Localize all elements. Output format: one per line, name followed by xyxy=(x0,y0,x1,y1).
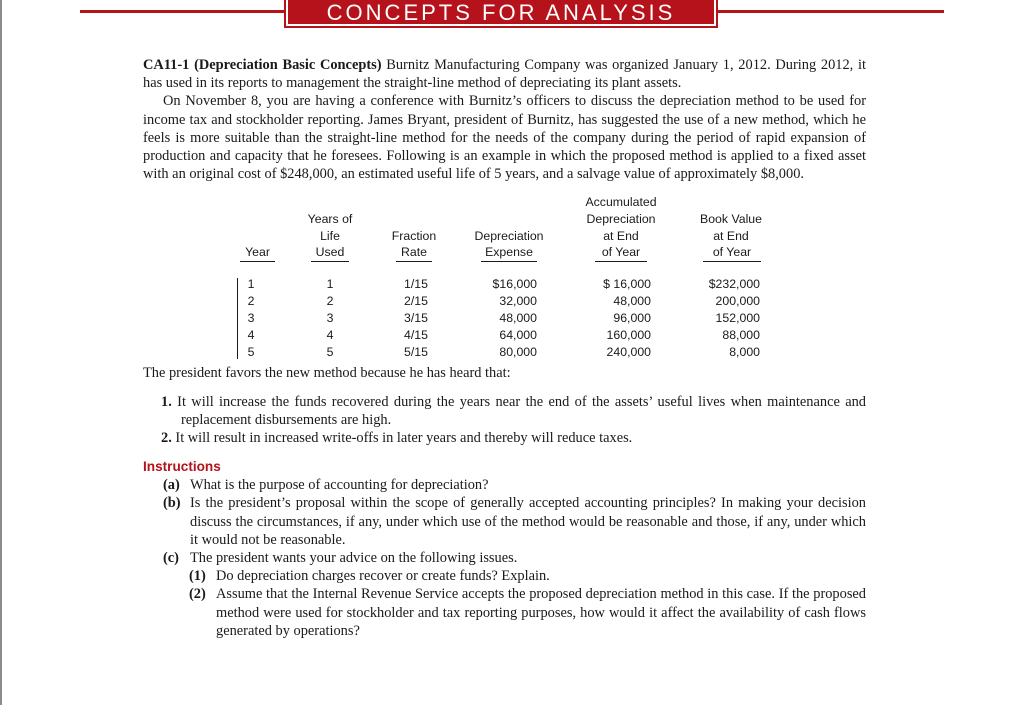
header-expense-line1: Depreciation xyxy=(474,229,544,244)
accumulated-cell: $ 16,000 xyxy=(603,277,651,292)
header-life-line2: Life xyxy=(320,229,340,244)
column-book-value xyxy=(699,276,760,360)
header-accum-line2: Depreciation xyxy=(586,212,656,227)
header-rule-right xyxy=(716,10,944,13)
fraction-cell: 4/15 xyxy=(404,327,428,342)
year-cell: 4 xyxy=(247,327,255,342)
header-year: Year xyxy=(240,244,275,262)
question-text: What is the purpose of accounting for depreciation? xyxy=(190,477,489,494)
column-accumulated-depreciation xyxy=(589,276,651,360)
reason-text: It will result in increased write-offs in later years and thereby will reduce taxes. xyxy=(175,430,633,447)
question-label: (a) xyxy=(163,477,180,494)
question-b xyxy=(143,494,866,549)
president-intro: The president favors the new method because he has heard that: xyxy=(143,365,511,382)
question-text: Is the president’s proposal within the scope of generally accepted accounting principles? In making your decision discuss the circumstances, if any, under which use of the method would be reasonable and those, if any, under which it would not be reasonable. xyxy=(190,495,866,548)
fraction-cell: 5/15 xyxy=(404,344,428,359)
reason-text: It will increase the funds recovered during the years near the end of the assets’ useful lives when maintenance and replacement disbursements are high. xyxy=(177,393,866,428)
expense-cell: 48,000 xyxy=(499,311,537,326)
expense-cell: 32,000 xyxy=(499,294,537,309)
reason-number: 2. xyxy=(161,430,172,447)
fraction-cell: 2/15 xyxy=(404,294,428,309)
book-value-cell: 200,000 xyxy=(715,294,760,309)
fraction-cell: 3/15 xyxy=(404,311,428,326)
accumulated-cell: 48,000 xyxy=(613,294,651,309)
header-life-line3: Used xyxy=(311,244,349,262)
problem-paragraph-2: On November 8, you are having a conference with Burnitz’s officers to discuss the depreciation method to be used for income tax and stockholder reporting. James Bryant, president of Burnitz, has suggested the use of a new method, which he feels is more suitable than the straight-line method for the needs of the company during the period of rapid expansion of production and capacity that he foresees. Following is an example in which the proposed method is applied to a fixed asset with an original cost of $248,000, an estimated useful life of 5 years, and a salvage value of approximately $8,000. xyxy=(143,93,866,183)
fraction-cell: 1/15 xyxy=(404,277,428,292)
problem-title: (Depreciation Basic Concepts) xyxy=(194,57,382,73)
year-cell: 3 xyxy=(247,311,255,326)
column-year xyxy=(236,276,266,360)
section-banner: CONCEPTS FOR ANALYSIS xyxy=(286,0,716,26)
instructions-heading: Instructions xyxy=(143,459,221,475)
header-fraction-line2: Rate xyxy=(396,244,432,262)
life-cell: 5 xyxy=(326,344,334,359)
problem-intro xyxy=(143,56,866,92)
question-label: (c) xyxy=(163,550,179,567)
year-cell: 5 xyxy=(247,344,255,359)
book-value-cell: $232,000 xyxy=(708,277,760,292)
question-label: (1) xyxy=(189,568,206,585)
year-cell: 1 xyxy=(247,277,255,292)
life-cell: 2 xyxy=(326,294,334,309)
question-text: Assume that the Internal Revenue Service accepts the proposed depreciation method in this case. If the proposed method were used for stockholder and tax reporting purposes, how would it affect the availability of cash flows generated by operations? xyxy=(216,586,866,639)
life-cell: 1 xyxy=(326,277,334,292)
accumulated-cell: 96,000 xyxy=(613,311,651,326)
life-cell: 3 xyxy=(326,311,334,326)
accumulated-cell: 240,000 xyxy=(606,344,651,359)
depreciation-table xyxy=(143,195,866,359)
reasons-list xyxy=(143,393,866,448)
expense-cell: $16,000 xyxy=(492,277,537,292)
year-cell: 2 xyxy=(247,294,255,309)
header-life-line1: Years of xyxy=(307,212,353,227)
reason-item xyxy=(143,393,866,429)
question-c2 xyxy=(143,585,866,640)
document-body xyxy=(143,56,866,640)
column-fraction-rate xyxy=(394,276,438,360)
question-c xyxy=(143,549,866,567)
question-text: The president wants your advice on the following issues. xyxy=(190,550,518,567)
expense-cell: 64,000 xyxy=(499,327,537,342)
header-book-line1: Book Value xyxy=(700,212,762,227)
reason-item xyxy=(143,429,866,447)
question-text: Do depreciation charges recover or create funds? Explain. xyxy=(216,568,550,585)
header-accum-line4: of Year xyxy=(595,244,647,262)
book-value-cell: 8,000 xyxy=(729,344,760,359)
question-label: (2) xyxy=(189,586,206,603)
header-expense-line2: Expense xyxy=(481,244,537,262)
page-left-border xyxy=(0,0,2,705)
problem-intro-text: Burnitz Manufacturing Company was organized January 1, 2012. During 2012, it has used in its reports to management the straight-line method of depreciating its plant assets. xyxy=(143,57,866,92)
header-rule-left xyxy=(80,10,286,13)
column-depreciation-expense xyxy=(469,276,537,360)
header-accum-line3: at End xyxy=(603,229,639,244)
column-life-used xyxy=(310,276,350,360)
reason-number: 1. xyxy=(161,393,172,410)
question-label: (b) xyxy=(163,495,181,512)
book-value-cell: 152,000 xyxy=(715,311,760,326)
question-a xyxy=(143,476,866,494)
header-book-line2: at End xyxy=(713,229,749,244)
book-value-cell: 88,000 xyxy=(722,327,760,342)
header-accum-line1: Accumulated xyxy=(585,195,657,210)
header-fraction-line1: Fraction xyxy=(391,229,437,244)
expense-cell: 80,000 xyxy=(499,344,537,359)
question-c1 xyxy=(143,567,866,585)
accumulated-cell: 160,000 xyxy=(606,327,651,342)
header-book-line3: of Year xyxy=(703,244,761,262)
life-cell: 4 xyxy=(326,327,334,342)
problem-id: CA11-1 xyxy=(143,57,190,73)
